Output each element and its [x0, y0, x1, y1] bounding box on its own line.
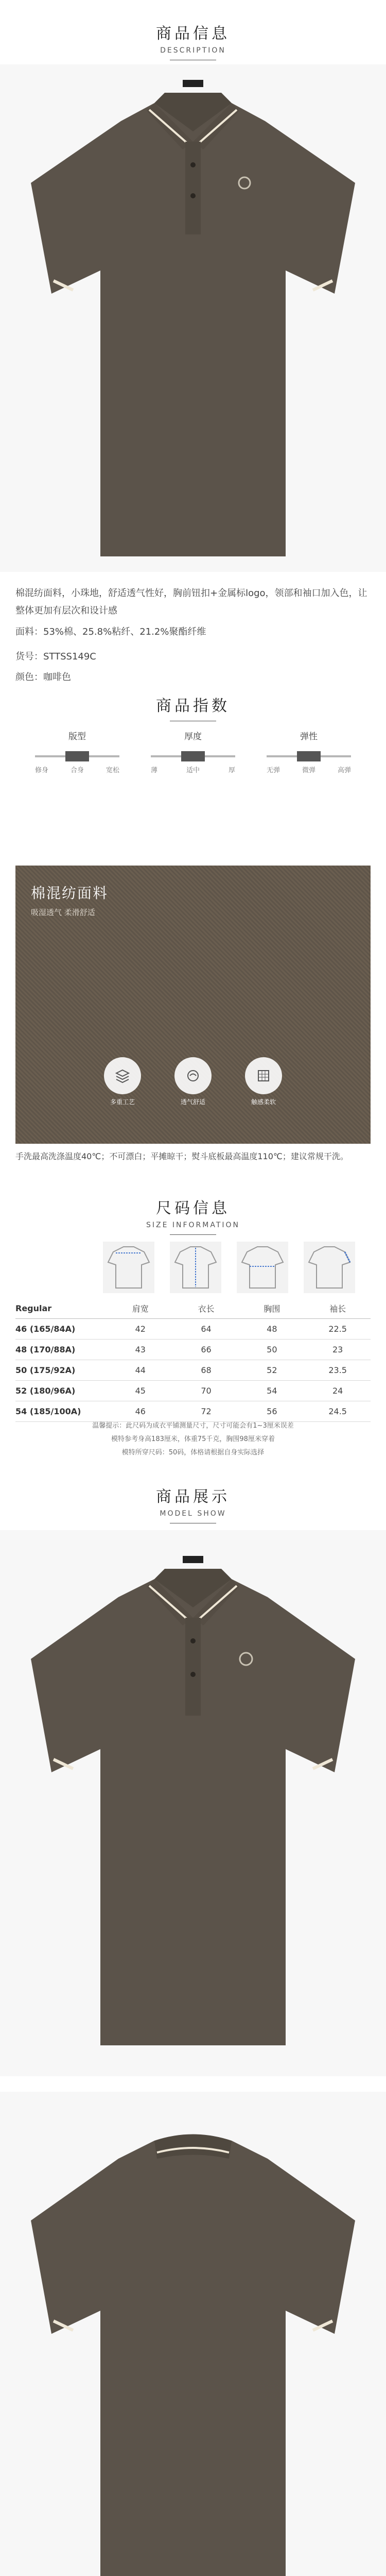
- size-cell: 45: [135, 1386, 146, 1396]
- table-row: [15, 1401, 371, 1422]
- index-bar: [267, 755, 351, 757]
- size-cell: 68: [201, 1365, 212, 1375]
- fabric-feature: [239, 1057, 288, 1106]
- size-header: 袖长: [329, 1304, 346, 1314]
- table-row: [15, 1381, 371, 1401]
- size-cell: 46 (165/84A): [15, 1324, 76, 1334]
- chest-measure-icon: [237, 1242, 288, 1293]
- size-header: 衣长: [198, 1304, 215, 1314]
- size-cell: 44: [135, 1365, 146, 1375]
- index-option: 修身: [35, 767, 49, 774]
- polo-shirt-illustration: [0, 64, 386, 572]
- size-cell: 24.5: [328, 1406, 347, 1416]
- table-row: [15, 1360, 371, 1381]
- length-measure-icon: [170, 1242, 221, 1293]
- size-cell: 50: [267, 1345, 277, 1354]
- index-label: 弹性: [300, 732, 318, 742]
- section-title: 尺码信息: [156, 1199, 230, 1217]
- index-fit: [31, 729, 124, 774]
- fabric-feature-label: 透气舒适: [180, 1098, 205, 1106]
- index-bar: [151, 755, 235, 757]
- index-label: 版型: [68, 732, 86, 742]
- fabric-feature-label: 多重工艺: [110, 1098, 135, 1106]
- size-cell: 23.5: [328, 1365, 347, 1375]
- fabric-title: 棉混纺面料: [31, 885, 109, 902]
- soft-touch-icon: [245, 1057, 282, 1094]
- size-table-header: [15, 1298, 371, 1319]
- size-cell: 42: [135, 1324, 146, 1334]
- hero-product-image: [0, 64, 386, 572]
- fabric-subtitle: 吸湿透气 柔滑舒适: [31, 908, 95, 917]
- section-subtitle: DESCRIPTION: [160, 46, 226, 55]
- index-rows: [0, 729, 386, 774]
- size-cell: 52 (180/96A): [15, 1386, 76, 1396]
- size-note-line: 模特参考身高183厘米，体重75千克，胸围98厘米穿着: [111, 1435, 275, 1443]
- fabric-closeup-image: [15, 866, 371, 1144]
- section-subtitle: MODEL SHOW: [160, 1510, 226, 1518]
- divider: [170, 1234, 216, 1235]
- size-cell: 64: [201, 1324, 212, 1334]
- fabric-feature-label: 触感柔软: [251, 1098, 276, 1106]
- index-marker: [297, 751, 321, 761]
- size-cell: 48: [267, 1324, 277, 1334]
- size-note: [0, 1419, 386, 1460]
- size-cell: 66: [201, 1345, 212, 1354]
- product-color: 颜色：咖啡色: [15, 672, 71, 683]
- size-cell: 54 (185/100A): [15, 1406, 81, 1416]
- size-cell: 22.5: [328, 1324, 347, 1334]
- size-note-line: 模特所穿尺码：50码，体格请根据自身实际选择: [121, 1449, 265, 1456]
- table-row: [15, 1319, 371, 1340]
- index-thickness: [147, 729, 239, 774]
- size-cell: 23: [332, 1345, 343, 1354]
- size-cell: 46: [135, 1406, 146, 1416]
- index-option: 薄: [151, 767, 158, 774]
- size-cell: 56: [267, 1406, 277, 1416]
- section-header-model: [0, 1484, 386, 1523]
- model-front-image: [0, 1530, 386, 2076]
- section-header-index: [0, 693, 386, 721]
- size-cell: 43: [135, 1345, 146, 1354]
- section-header-description: [0, 21, 386, 60]
- polo-shirt-back-illustration: [0, 2092, 386, 2576]
- table-row: [15, 1340, 371, 1360]
- fabric-feature: [98, 1057, 147, 1106]
- index-marker: [181, 751, 205, 761]
- size-cell: 52: [267, 1365, 277, 1375]
- layers-icon: [104, 1057, 141, 1094]
- size-cell: 50 (175/92A): [15, 1365, 76, 1375]
- index-option: 无弹: [267, 767, 280, 774]
- index-option: 高弹: [337, 767, 351, 774]
- section-subtitle: SIZE INFORMATION: [146, 1221, 240, 1229]
- index-marker: [65, 751, 89, 761]
- shoulder-measure-icon: [103, 1242, 154, 1293]
- product-fabric: 面料：53%棉、25.8%粘纤、21.2%聚酯纤维: [15, 626, 206, 637]
- index-option: 微弹: [302, 767, 315, 774]
- breathable-icon: [174, 1057, 212, 1094]
- polo-shirt-front-illustration: [0, 1530, 386, 2076]
- size-table: [15, 1298, 371, 1422]
- measurement-diagrams: [15, 1242, 371, 1293]
- fabric-feature: [168, 1057, 218, 1106]
- size-cell: 72: [201, 1406, 212, 1416]
- sleeve-measure-icon: [304, 1242, 355, 1293]
- index-bar: [35, 755, 119, 757]
- product-description: 棉混纺面料，小珠地，舒适透气性好，胸前钮扣+金属标logo，领部和袖口加入色，让整体更加有层次和设计感: [15, 588, 367, 616]
- index-option: 适中: [186, 767, 200, 774]
- product-item-no: 货号：STTSS149C: [15, 651, 96, 662]
- size-cell: 70: [201, 1386, 212, 1396]
- index-option: 宽松: [106, 767, 119, 774]
- size-cell: 24: [332, 1386, 343, 1396]
- size-header: 胸围: [264, 1304, 280, 1314]
- index-option: 厚: [228, 767, 235, 774]
- index-label: 厚度: [184, 732, 202, 742]
- index-elasticity: [262, 729, 355, 774]
- section-title: 商品展示: [156, 1488, 230, 1506]
- index-option: 合身: [70, 767, 84, 774]
- size-cell: 54: [267, 1386, 277, 1396]
- size-cell: 48 (170/88A): [15, 1345, 76, 1354]
- model-back-image: [0, 2092, 386, 2576]
- size-note-line: 温馨提示：此尺码为成衣平铺测量尺寸，尺寸可能会有1~3厘米误差: [92, 1422, 294, 1430]
- size-header: Regular: [15, 1303, 52, 1313]
- section-title: 商品信息: [156, 25, 230, 43]
- section-title: 商品指数: [156, 697, 230, 715]
- section-header-size: [0, 1195, 386, 1235]
- size-header: 肩宽: [132, 1304, 149, 1314]
- care-instructions: 手洗最高洗涤温度40℃；不可漂白；平摊晾干；熨斗底板最高温度110℃；建议常规干洗。: [15, 1151, 348, 1161]
